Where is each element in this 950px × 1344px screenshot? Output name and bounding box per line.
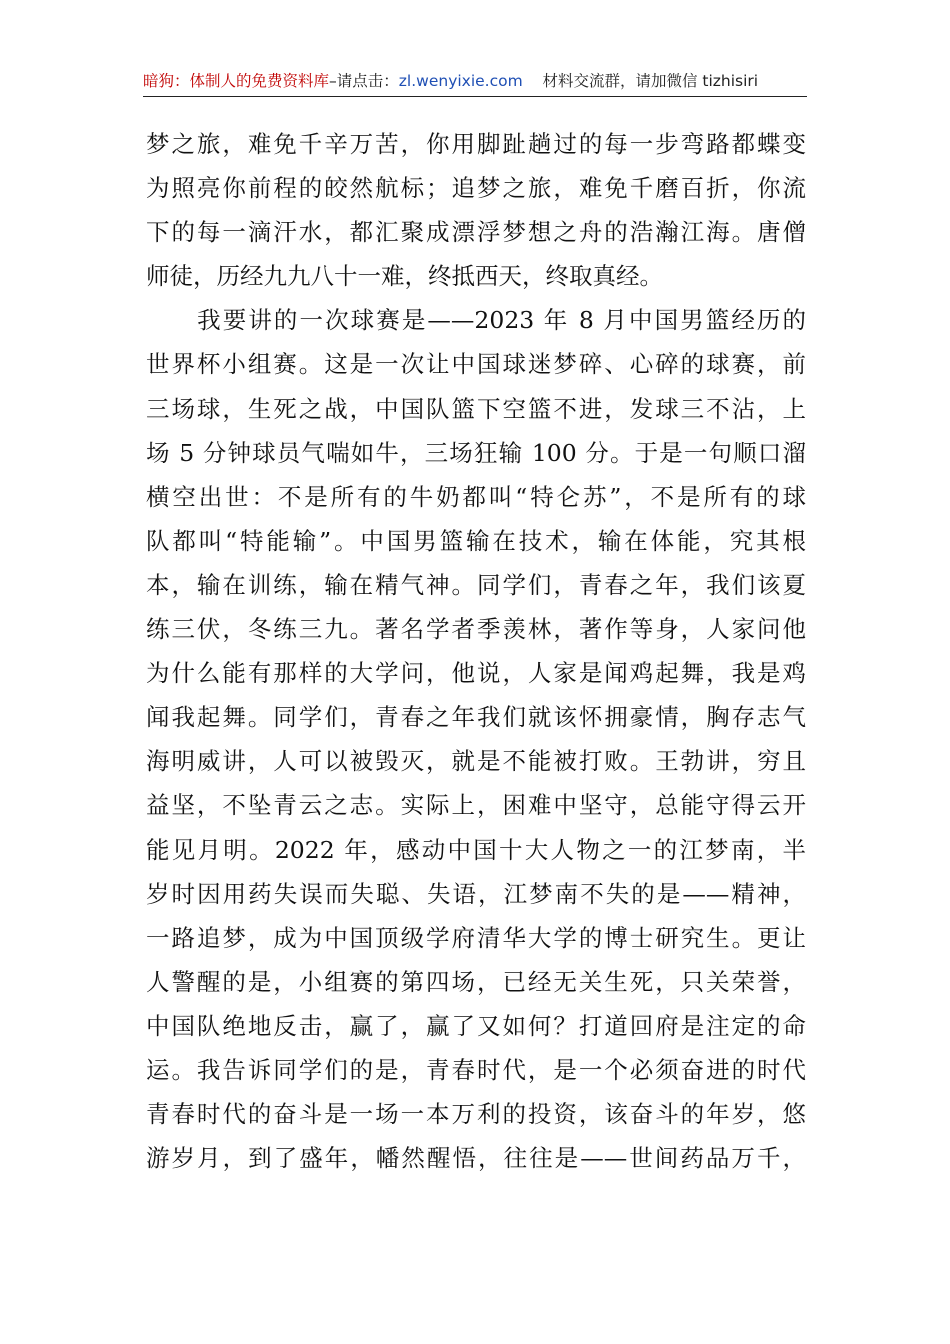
text-line: 岁时因用药失误而失聪、失语，江梦南不失的是——精神， — [146, 879, 806, 908]
text-line: 世界杯小组赛。这是一次让中国球迷梦碎、心碎的球赛，前 — [146, 350, 806, 379]
text-line: 青春时代的奋斗是一场一本万利的投资，该奋斗的年岁，悠 — [146, 1100, 806, 1129]
text-line: 师徒，历经九九八十一难，终抵西天，终取真经。 — [146, 262, 663, 291]
text-line: 中国队绝地反击，赢了，赢了又如何？打道回府是注定的命 — [146, 1011, 806, 1040]
text-line: 闻我起舞。同学们，青春之年我们就该怀拥豪情，胸存志气 — [146, 703, 806, 732]
text-line: 场 5 分钟球员气喘如牛，三场狂输 100 分。于是一句顺口溜 — [146, 438, 806, 467]
text-line: 为照亮你前程的皎然航标；追梦之旅，难免千磨百折，你流 — [146, 174, 806, 203]
header-click-prefix: –请点击： — [329, 72, 399, 90]
text-line: 能见月明。2022 年，感动中国十大人物之一的江梦南，半 — [146, 835, 806, 864]
text-line: 人警醒的是，小组赛的第四场，已经无关生死，只关荣誉， — [146, 967, 806, 996]
text-line: 我要讲的一次球赛是——2023 年 8 月中国男篮经历的 — [146, 306, 806, 335]
text-line: 横空出世：不是所有的牛奶都叫“特仑苏”，不是所有的球 — [146, 482, 806, 511]
page-header — [143, 66, 807, 97]
text-line: 为什么能有那样的大学问，他说，人家是闻鸡起舞，我是鸡 — [146, 659, 806, 688]
header-spacer — [523, 72, 543, 90]
text-line: 下的每一滴汗水，都汇聚成漂浮梦想之舟的浩瀚江海。唐僧 — [146, 218, 806, 247]
header-url-link[interactable]: zl.wenyixie.com — [398, 72, 523, 90]
text-line: 队都叫“特能输”。中国男篮输在技术，输在体能，究其根 — [146, 526, 806, 555]
text-line: 练三伏，冬练三九。著名学者季羡林，著作等身，人家问他 — [146, 615, 806, 644]
text-line: 益坚，不坠青云之志。实际上，困难中坚守，总能守得云开 — [146, 791, 806, 820]
header-brand: 暗狗：体制人的免费资料库 — [143, 72, 330, 90]
text-line: 运。我告诉同学们的是，青春时代，是一个必须奋进的时代 — [146, 1055, 806, 1084]
text-line: 三场球，生死之战，中国队篮下空篮不进，发球三不沾，上 — [146, 394, 806, 423]
text-line: 游岁月，到了盛年，幡然醒悟，往往是——世间药品万千， — [146, 1144, 806, 1173]
text-line: 梦之旅，难免千辛万苦，你用脚趾趟过的每一步弯路都蝶变 — [146, 130, 806, 158]
text-line: 一路追梦，成为中国顶级学府清华大学的博士研究生。更让 — [146, 923, 806, 952]
text-line: 海明威讲，人可以被毁灭，就是不能被打败。王勃讲，穷且 — [146, 747, 806, 776]
text-line: 本，输在训练，输在精气神。同学们，青春之年，我们该夏 — [146, 570, 806, 599]
document-body — [146, 122, 806, 1180]
header-wechat-note: 材料交流群，请加微信 tizhisiri — [542, 72, 759, 90]
